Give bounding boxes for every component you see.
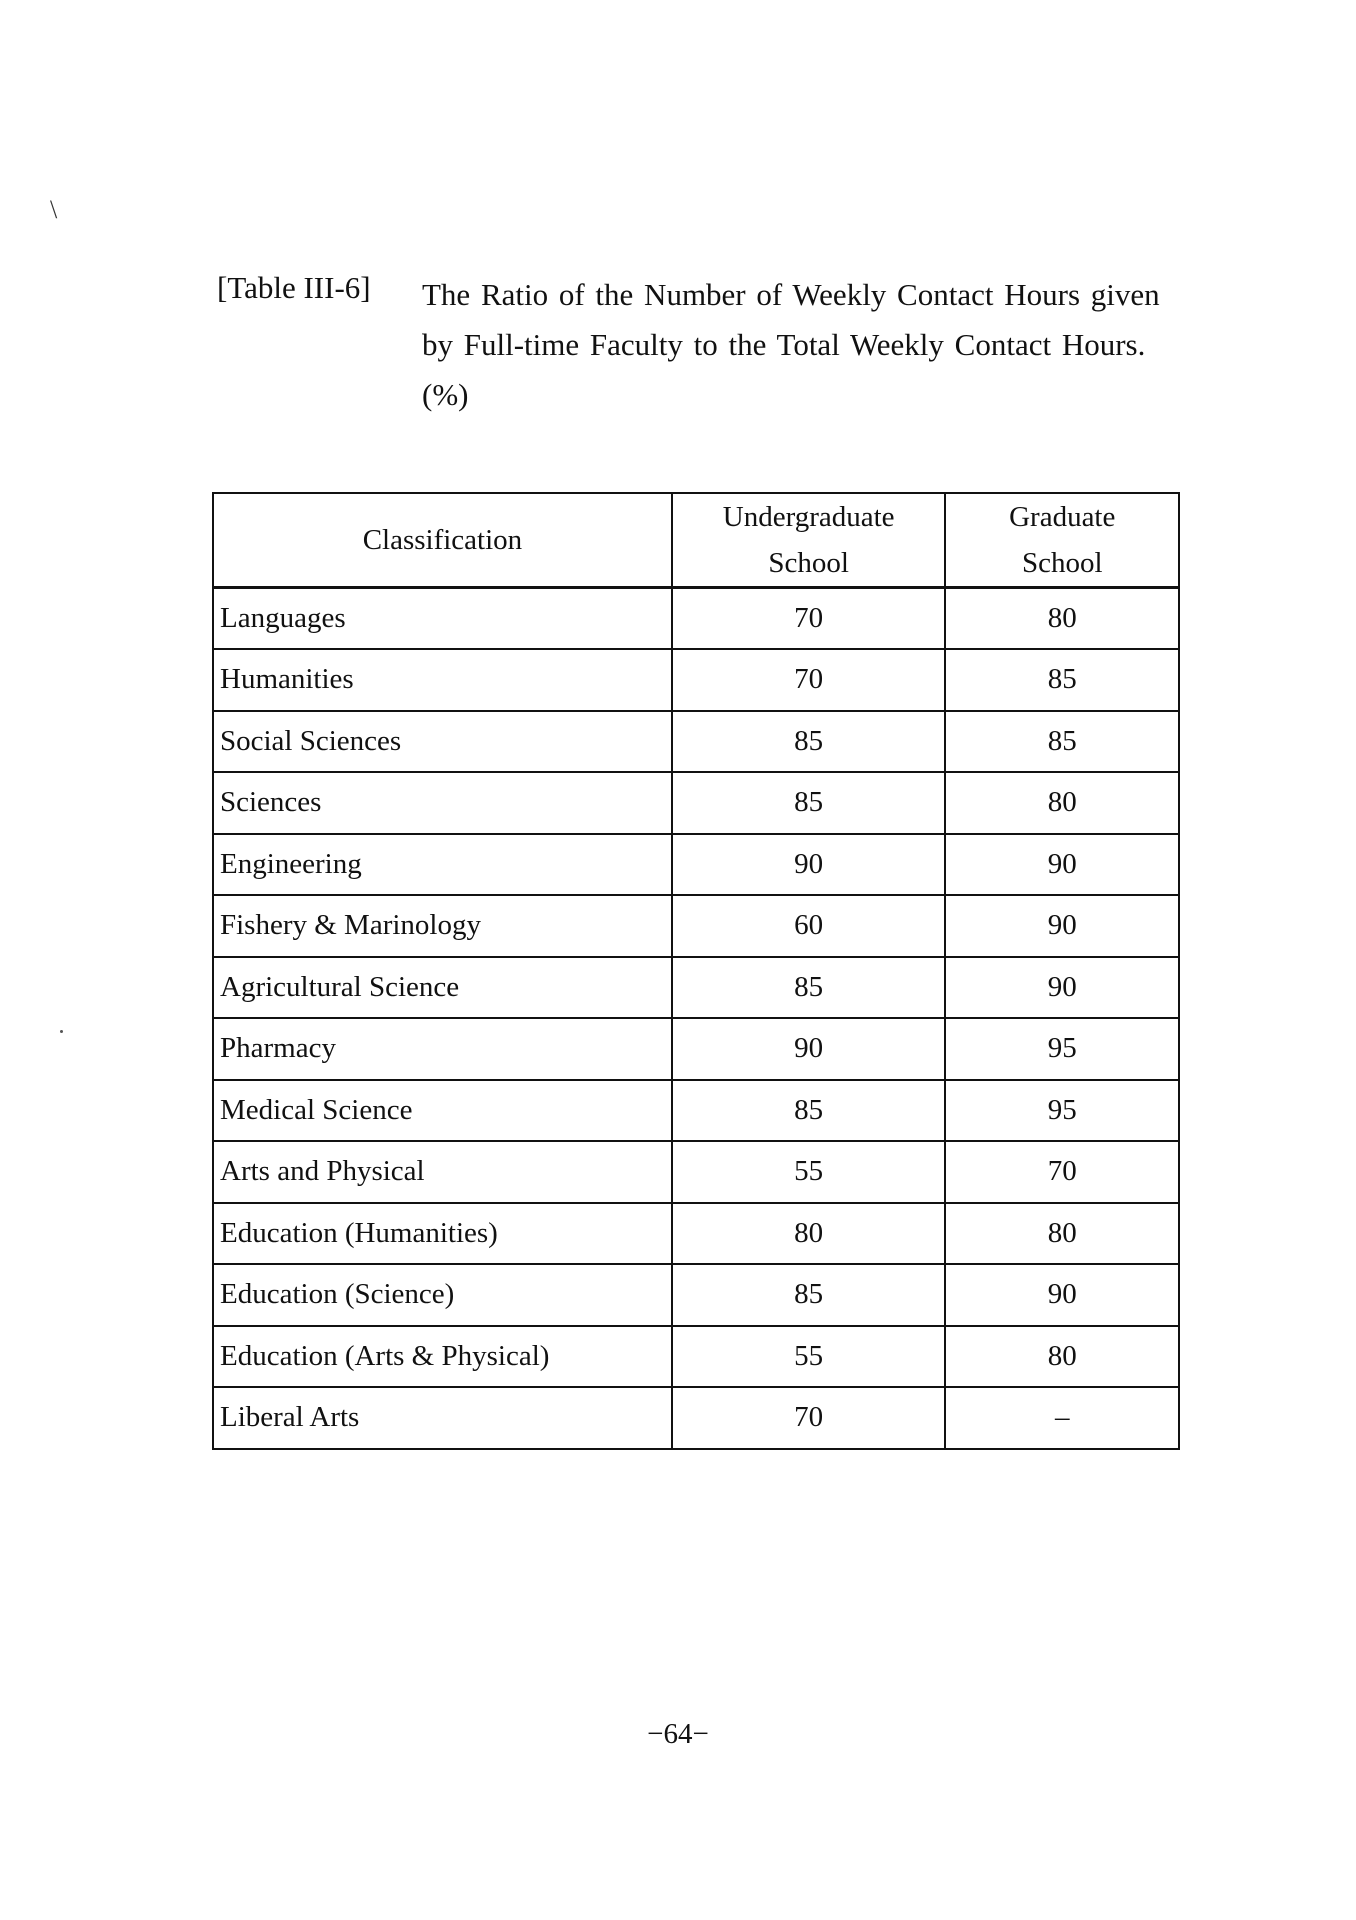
row-graduate-cell: 80 [945,1326,1179,1388]
row-undergraduate-cell: 70 [672,649,946,711]
row-graduate-cell: 90 [945,1264,1179,1326]
row-classification-cell: Languages [213,588,672,650]
header-graduate-school [945,493,1179,588]
table-row [213,772,1179,834]
header-undergraduate-line2: School [768,547,849,579]
table-row [213,711,1179,773]
row-classification-cell: Education (Arts & Physical) [213,1326,672,1388]
table-row [213,957,1179,1019]
row-undergraduate-cell: 70 [672,1387,946,1449]
row-undergraduate-cell: 85 [672,957,946,1019]
table-row [213,895,1179,957]
row-classification-cell: Fishery & Marinology [213,895,672,957]
row-classification-cell: Pharmacy [213,1018,672,1080]
row-undergraduate-cell: 90 [672,834,946,896]
row-graduate-cell: 90 [945,957,1179,1019]
row-undergraduate-cell: 80 [672,1203,946,1265]
row-classification-cell: Education (Science) [213,1264,672,1326]
row-undergraduate-cell: 60 [672,895,946,957]
header-undergraduate-school [672,493,946,588]
row-classification-cell: Social Sciences [213,711,672,773]
page-number: −64− [647,1718,709,1750]
row-classification-cell: Humanities [213,649,672,711]
table-row [213,588,1179,650]
row-undergraduate-cell: 55 [672,1326,946,1388]
table-row [213,1018,1179,1080]
row-classification-cell: Education (Humanities) [213,1203,672,1265]
table-body [213,588,1179,1449]
row-classification-cell: Medical Science [213,1080,672,1142]
header-classification: Classification [213,493,672,588]
table-row [213,1080,1179,1142]
row-graduate-cell: 95 [945,1018,1179,1080]
table-row [213,1387,1179,1449]
table-row [213,1141,1179,1203]
row-undergraduate-cell: 55 [672,1141,946,1203]
row-graduate-cell: 80 [945,588,1179,650]
row-graduate-cell: 90 [945,834,1179,896]
row-classification-cell: Liberal Arts [213,1387,672,1449]
row-graduate-cell: 80 [945,1203,1179,1265]
row-undergraduate-cell: 85 [672,772,946,834]
stray-backslash-mark: \ [50,195,58,224]
table-caption-title: The Ratio of the Number of Weekly Contact Hours given by Full-time Faculty to the Total Weekly Contact Hours. (%) [422,277,1160,412]
row-classification-cell: Agricultural Science [213,957,672,1019]
row-graduate-cell: 80 [945,772,1179,834]
row-graduate-cell: 85 [945,649,1179,711]
header-undergraduate-line1: Undergraduate [722,501,895,533]
table-row [213,834,1179,896]
table-row [213,1203,1179,1265]
row-classification-cell: Arts and Physical [213,1141,672,1203]
table-caption-label: [Table III-6] [217,270,371,305]
stray-dot-mark [60,1030,63,1033]
contact-hours-table [212,492,1180,1450]
row-undergraduate-cell: 85 [672,1080,946,1142]
row-undergraduate-cell: 85 [672,1264,946,1326]
table-row [213,649,1179,711]
table-row [213,1326,1179,1388]
row-classification-cell: Engineering [213,834,672,896]
row-graduate-cell: 70 [945,1141,1179,1203]
header-graduate-line1: Graduate [1009,501,1116,533]
row-graduate-cell: 95 [945,1080,1179,1142]
row-undergraduate-cell: 85 [672,711,946,773]
row-undergraduate-cell: 70 [672,588,946,650]
header-graduate-line2: School [1021,547,1103,579]
row-undergraduate-cell: 90 [672,1018,946,1080]
row-graduate-cell: 90 [945,895,1179,957]
table-row [213,1264,1179,1326]
row-classification-cell: Sciences [213,772,672,834]
row-graduate-cell: – [945,1387,1179,1449]
row-graduate-cell: 85 [945,711,1179,773]
table-header-row [213,493,1179,588]
